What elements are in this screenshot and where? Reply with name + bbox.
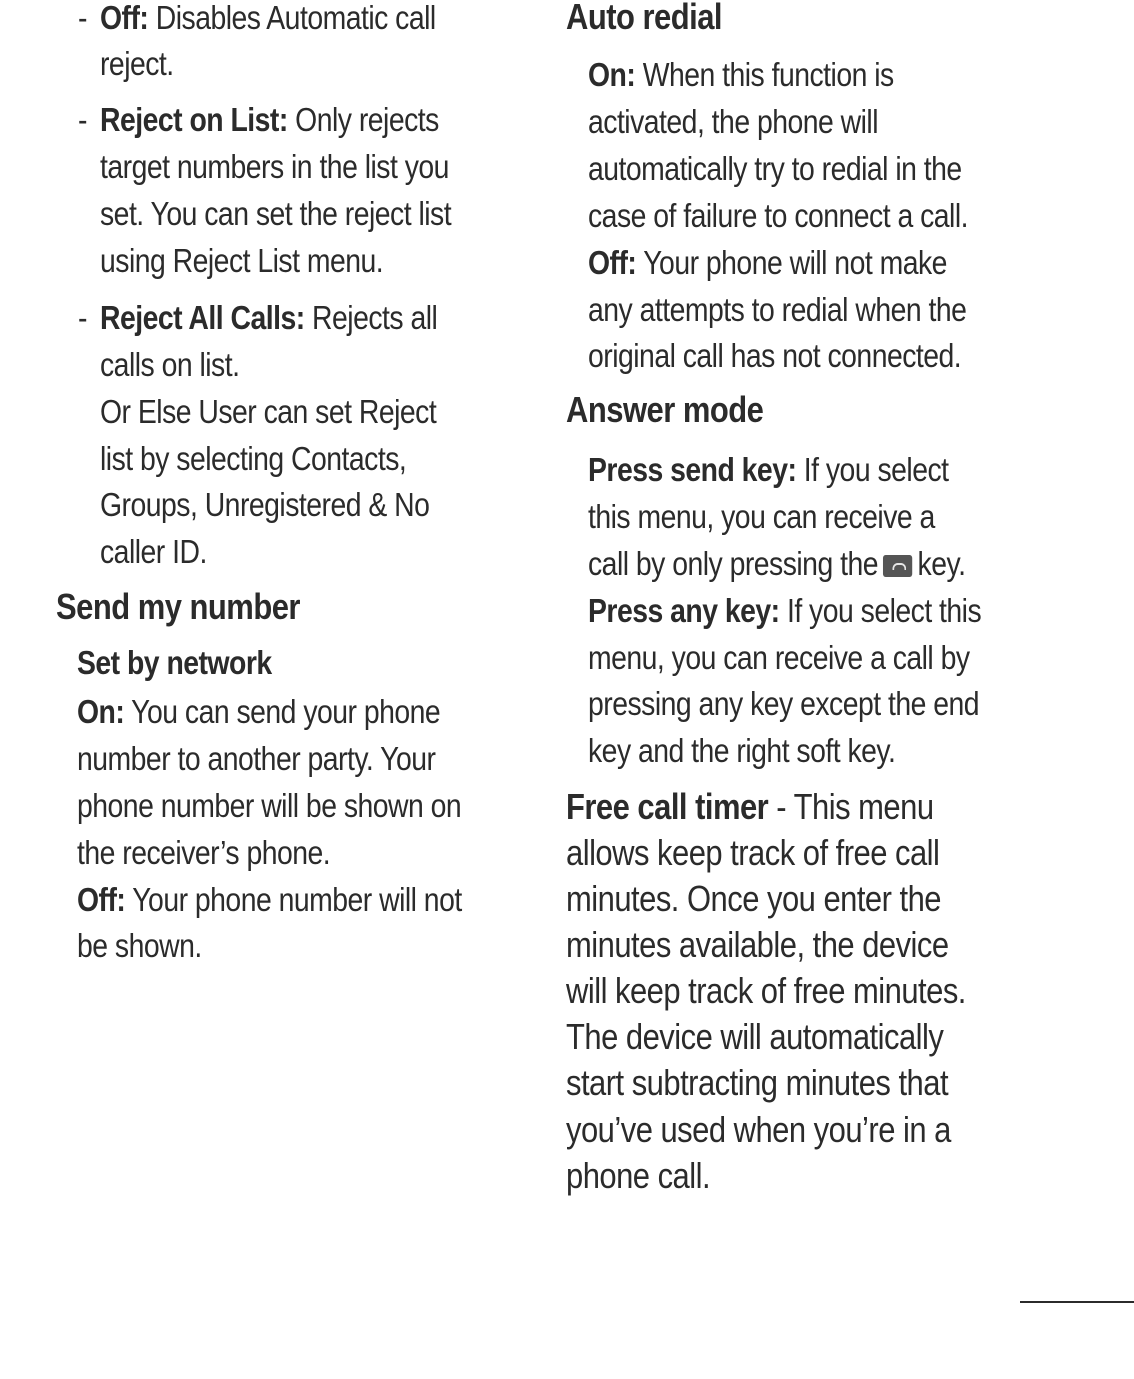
reject-all-line-4: list by selecting Contacts, — [100, 440, 407, 477]
free-call-timer-line-8: you’ve used when you’re in a — [566, 1109, 951, 1150]
send-on-text: You can send your phone — [131, 693, 441, 730]
send-off-text: Your phone number will not — [132, 881, 462, 918]
free-call-timer-text: - This menu — [768, 786, 934, 827]
reject-off-line-2: reject. — [100, 45, 174, 82]
reject-all-line-5: Groups, Unregistered & No — [100, 486, 430, 523]
redial-on-text: When this function is — [642, 56, 894, 93]
send-my-number-heading: Send my number — [56, 586, 300, 627]
redial-off-line-1 — [588, 239, 947, 286]
any-key-line-3: pressing any key except the end — [588, 685, 980, 722]
send-key-line-1 — [588, 446, 949, 493]
redial-on-label: On: — [588, 56, 636, 93]
reject-on-list-text: Only rejects — [295, 101, 439, 138]
reject-off-line-1 — [100, 0, 436, 41]
auto-redial-heading: Auto redial — [566, 0, 723, 37]
free-call-timer-line-3: minutes. Once you enter the — [566, 878, 942, 919]
answer-mode-heading: Answer mode — [566, 389, 764, 430]
page-footer-rule — [1020, 1301, 1134, 1303]
send-on-line-2: number to another party. Your — [77, 740, 436, 777]
free-call-timer-line-9: phone call. — [566, 1155, 711, 1196]
any-key-label: Press any key: — [588, 592, 780, 629]
free-call-timer-line-5: will keep track of free minutes. — [566, 970, 966, 1011]
send-key-text: If you select — [803, 451, 949, 488]
redial-off-text: Your phone will not make — [643, 244, 947, 281]
send-on-line-1 — [77, 688, 440, 735]
reject-all-line-1 — [100, 294, 437, 341]
send-on-line-4: the receiver’s phone. — [77, 834, 331, 871]
redial-on-line-3: automatically try to redial in the — [588, 150, 962, 187]
reject-on-list-line-2: target numbers in the list you — [100, 148, 449, 185]
free-call-timer-line-6: The device will automatically — [566, 1016, 944, 1057]
redial-on-line-1 — [588, 51, 894, 98]
redial-on-line-2: activated, the phone will — [588, 103, 879, 140]
send-off-line-1 — [77, 876, 462, 923]
send-off-line-2: be shown. — [77, 927, 202, 964]
reject-on-list-line-3: set. You can set the reject list — [100, 195, 452, 232]
reject-off-text: Disables Automatic call — [155, 0, 436, 36]
set-by-network-subheading: Set by network — [77, 644, 272, 681]
redial-on-line-4: case of failure to connect a call. — [588, 197, 968, 234]
send-key-label: Press send key: — [588, 451, 797, 488]
redial-off-line-3: original call has not connected. — [588, 337, 962, 374]
free-call-timer-heading: Free call timer — [566, 786, 769, 827]
reject-on-list-line-4: using Reject List menu. — [100, 242, 384, 279]
reject-off-label: Off: — [100, 0, 149, 36]
any-key-text: If you select this — [786, 592, 982, 629]
reject-all-line-3: Or Else User can set Reject — [100, 393, 437, 430]
list-dash: - — [78, 101, 87, 138]
any-key-line-4: key and the right soft key. — [588, 732, 896, 769]
list-dash: - — [78, 299, 87, 336]
send-key-text: key. — [917, 545, 966, 582]
send-key-icon — [883, 555, 912, 577]
send-key-line-3 — [588, 540, 965, 587]
free-call-timer-line-4: minutes available, the device — [566, 924, 949, 965]
reject-on-list-line-1 — [100, 96, 439, 143]
send-off-label: Off: — [77, 881, 126, 918]
reject-on-list-label: Reject on List: — [100, 101, 288, 138]
free-call-timer-line-1 — [566, 783, 934, 830]
free-call-timer-line-2: allows keep track of free call — [566, 832, 940, 873]
redial-off-line-2: any attempts to redial when the — [588, 291, 967, 328]
reject-all-label: Reject All Calls: — [100, 299, 305, 336]
send-key-line-2: this menu, you can receive a — [588, 498, 935, 535]
send-key-text: call by only pressing the — [588, 545, 878, 582]
send-on-line-3: phone number will be shown on — [77, 787, 462, 824]
send-on-label: On: — [77, 693, 125, 730]
reject-all-text: Rejects all — [312, 299, 438, 336]
redial-off-label: Off: — [588, 244, 637, 281]
free-call-timer-line-7: start subtracting minutes that — [566, 1062, 949, 1103]
reject-all-line-6: caller ID. — [100, 533, 207, 570]
any-key-line-2: menu, you can receive a call by — [588, 639, 970, 676]
any-key-line-1 — [588, 587, 981, 634]
list-dash: - — [78, 0, 87, 36]
reject-all-line-2: calls on list. — [100, 346, 240, 383]
